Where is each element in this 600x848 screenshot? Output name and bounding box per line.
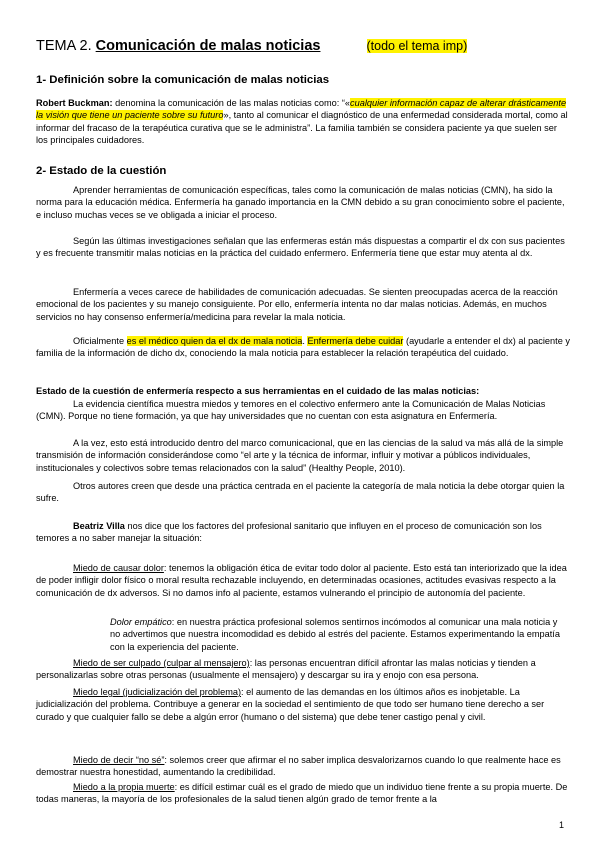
fear2-text: : las personas encuentran difícil afrontar las malas noticias y tienden a personalizarlas sobre otras personas (usualmente el mensajero) y descargar su ira y enojo con esa persona. [36,658,536,681]
fear3-text: : el aumento de las demandas en los últimos años es inobjetable. La judicialización del problema. Contribuye a generar en la sociedad el sentimiento de que todo ser humano tiene derecho a ser curado y que cualquier fallo se debe a algún error (humano o del sistema) que debe tener castigo penal y civil. [36,687,545,722]
fear-legal [36,686,570,723]
p4-text-b: . [302,336,308,346]
fear-saying-dont-know [36,754,570,779]
fear3-label: Miedo legal (judicialización del problema) [73,687,242,697]
p4-highlight-2: Enfermería debe cuidar [307,336,404,346]
empathic-pain [110,616,570,653]
section2-paragraph-6: A la vez, esto está introducido dentro del marco comunicacional, que en las ciencias de la salud va más allá de la simple transmisión de información considerándose como “el arte y la técnica de informar, influir y motivar a públicos individuales, institucionales y colectivos sobre temas relacionados con la salud” (Healthy People, 2010). [36,438,564,473]
fear5-text: : es difícil estimar cuál es el grado de miedo que un individuo tiene frente a su propia muerte. De todas maneras, la mayoría de los profesionales de la salud tienen algún grado de temor frente a la [36,782,568,805]
title-note: (todo el tema imp) [366,39,468,53]
section1-text-a: denomina la comunicación de las malas noticias como: “« [112,98,351,108]
fear4-text: : solemos creer que afirmar el no saber implica desvalorizarnos cuando lo que realmente hace es demostrar nuestra honestidad, aumentando la credibilidad. [36,755,561,778]
author-name: Robert Buckman: [36,98,113,108]
p4-text-a: Oficialmente [73,336,127,346]
section2-paragraph-4 [36,335,570,360]
page-number: 1 [558,820,564,830]
fear1-label: Miedo de causar dolor [73,563,164,573]
section2-heading: 2- Estado de la cuestión [36,165,167,177]
p4-highlight-1: es el médico quien da el dx de mala noticia [126,336,303,346]
fear4-label: Miedo de decir “no sé” [73,755,165,765]
page-title [36,38,467,54]
section2-paragraph-7: Otros autores creen que desde una práctica centrada en el paciente la categoría de mala noticia la debe otorgar quien la sufre. [36,481,565,504]
section2-paragraph-1: Aprender herramientas de comunicación específicas, tales como la comunicación de malas noticias (CMN), ha sido la norma para la educación médica. Enfermería ha ganado importancia en la CMN debido a su gran conocimiento sobre el paciente, e incluso muchas veces se ve obligada a iniciar el proceso. [36,185,565,220]
section2-paragraph-5: La evidencia científica muestra miedos y temores en el colectivo enfermero ante la Comunicación de Malas Noticias (CMN). Porque no tiene formación, ya que hay universidades que no cuentan con esta asignatura en Enfermería. [36,399,546,422]
villa-text: nos dice que los factores del profesional sanitario que influyen en el proceso de comunicación son los temores a no saber manejar la situación: [36,521,542,544]
p4-text-c: (ayudarle a entender el dx) al paciente y familia de la información de dicho dx, conociendo la mala noticia para establecer la relación terapéutica del cuidado. [36,336,570,359]
quote-highlight: cualquier información capaz de alterar drásticamente la visión que tiene un paciente sobre su futuro [36,98,567,121]
empathy-text: : en nuestra práctica profesional solemos sentirnos incómodos al comunicar una mala noticia y no advertimos que nuestra incomodidad es debido al estrés del paciente. Estamos experimentando la empatía con la experiencia del paciente. [110,617,560,652]
section2-paragraph-2: Según las últimas investigaciones señalan que las enfermeras están más dispuestas a compartir el dx con sus pacientes y es frecuente transmitir malas noticias en la práctica del cuidado enfermero. Enfermería tiene que estar muy atenta al dx. [36,236,565,259]
fear-being-blamed [36,657,570,682]
fear5-label: Miedo a la propia muerte [73,782,175,792]
section2-subheading: Estado de la cuestión de enfermería respecto a sus herramientas en el cuidado de las malas noticias: [36,386,480,396]
section1-heading: 1- Definición sobre la comunicación de malas noticias [36,74,330,86]
empathy-label: Dolor empático [110,617,172,627]
title-prefix: TEMA 2. [36,38,92,54]
fear-causing-pain [36,562,570,599]
fear1-text: : tenemos la obligación ética de evitar todo dolor al paciente. Esto está tan interiorizado que la idea de poder infligir dolor físico o moral resulta rechazable incluyendo, en determinadas ocasiones, actitudes evasivas respecto a la comunicación de dx adversos. Si no damos info al paciente, estamos vulnerando el principio de autonomía del paciente. [36,563,567,598]
villa-name: Beatriz Villa [73,521,125,531]
fear2-label: Miedo de ser culpado (culpar al mensajero) [73,658,250,668]
section1-paragraph [36,97,570,147]
villa-paragraph [36,520,570,545]
section1-text-b: », tanto al comunicar el diagnóstico de una enfermedad considerada mortal, como al informar del fracaso de la terapéutica curativa que se le administra”. La familia también se considera paciente ya que suelen ser los principales cuidadores. [36,110,568,146]
fear-own-death [36,781,570,806]
section2-paragraph-3: Enfermería a veces carece de habilidades de comunicación adecuadas. Se sienten preocupadas acerca de la reacción emocional de los pacientes y su manejo consiguiente. Por ello, enfermería intenta no dar malas noticias. Además, en muchos servicios no hay consenso enfermería/medicina para revelar la mala noticia. [36,287,558,322]
title-main: Comunicación de malas noticias [95,38,321,54]
